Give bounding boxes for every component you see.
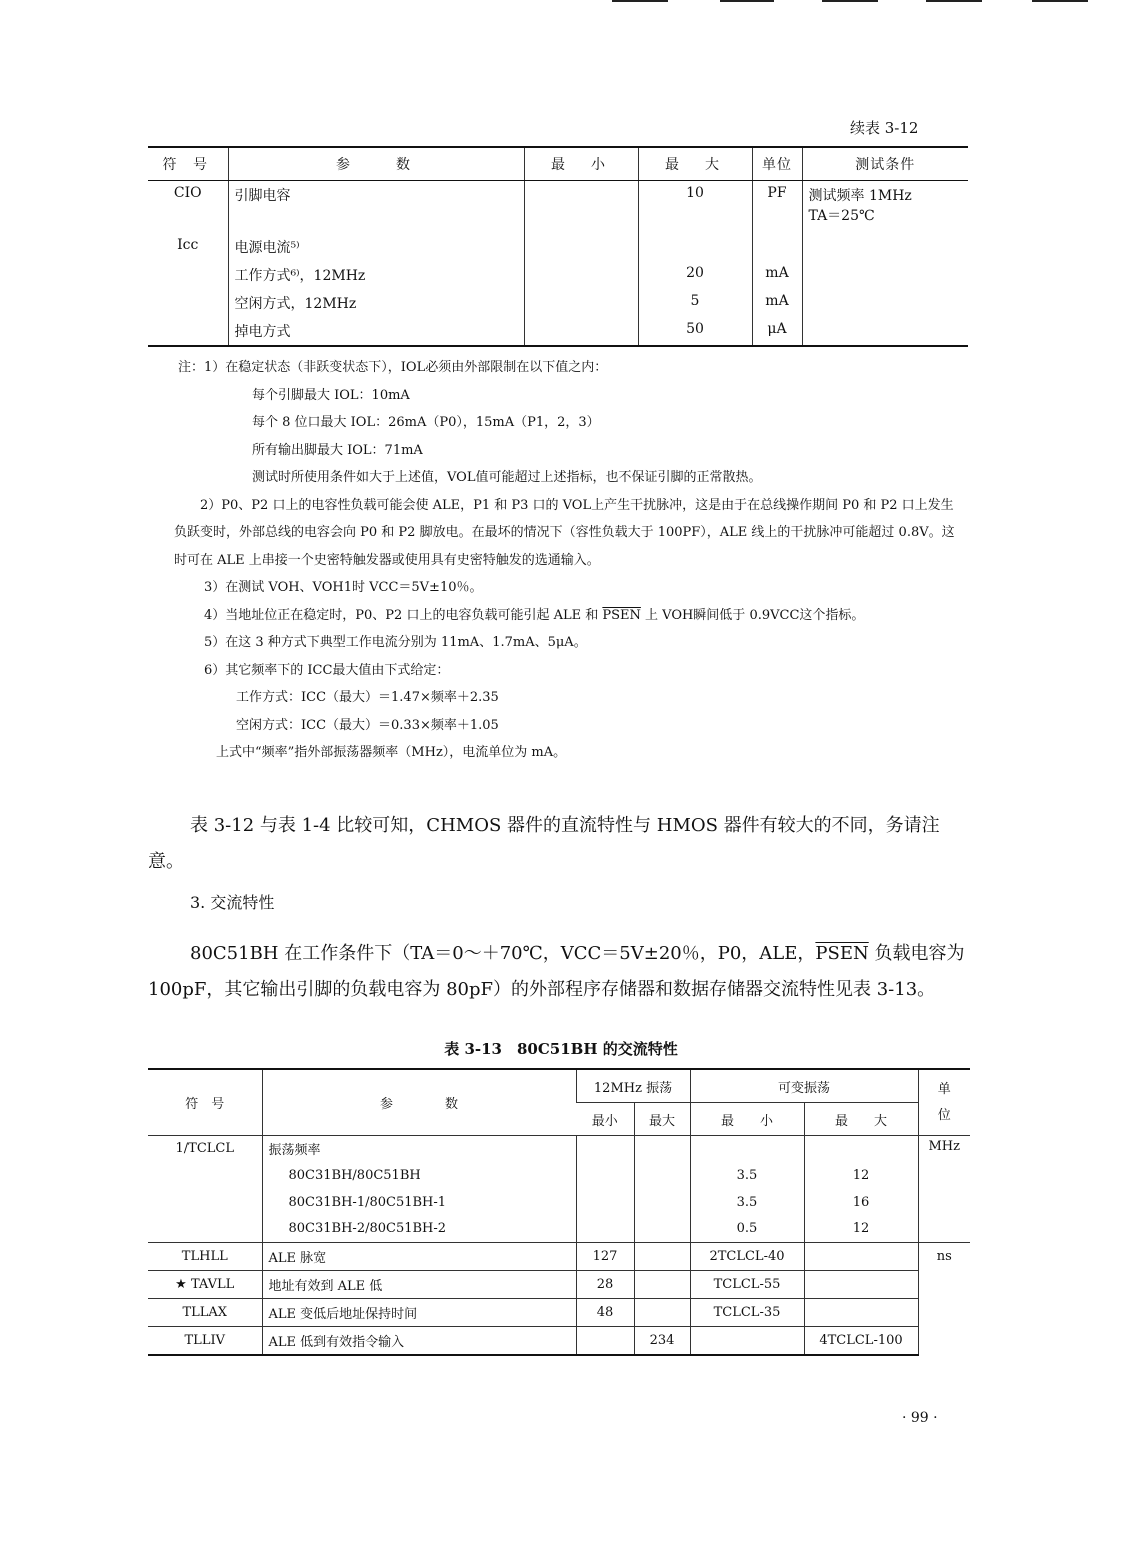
header-unit: 单位 [752, 147, 802, 181]
table-row: TLLIV ALE 低到有效指令输入 234 4TCLCL-100 [148, 1327, 970, 1355]
table-row: 掉电方式 50 μA [148, 317, 968, 346]
table-header-row: 最小 最大 最 小 最 大 [148, 1103, 970, 1136]
table-row: 空闲方式，12MHz 5 mA [148, 289, 968, 317]
paragraph: 表 3-12 与表 1-4 比较可知，CHMOS 器件的直流特性与 HMOS 器件有较大的不同，务请注意。 [148, 815, 940, 872]
table-row: 80C31BH/80C51BH 3.5 12 [148, 1162, 970, 1189]
top-rule [612, 0, 668, 2]
table-row: TLLAX ALE 变低后地址保持时间 48 TCLCL-35 [148, 1299, 970, 1327]
section-heading: 3. 交流特性 [190, 893, 275, 912]
table-row: 工作方式⁶⁾，12MHz 20 mA [148, 261, 968, 289]
table-continued-label: 续表 3-12 [850, 119, 919, 137]
table-header-row [148, 147, 968, 181]
table-row: 1/TCLCL 振荡频率 MHz [148, 1136, 970, 1162]
paragraph: 80C51BH 在工作条件下（TA＝0～＋70℃，VCC＝5V±20％，P0，ALE，PSEN 负载电容为 100pF，其它输出引脚的负载电容为 80pF）的外部程序存储器和数据存储器交流特性见表 3-13。 [148, 943, 965, 1000]
table-row: ★ TAVLL 地址有效到 ALE 低 28 TCLCL-55 [148, 1271, 970, 1299]
table-row: TLHLL ALE 脉宽 127 2TCLCL-40 ns [148, 1243, 970, 1271]
header-max: 最 大 [638, 147, 752, 181]
top-rule [1032, 0, 1088, 2]
table-header-row: 符 号 参 数 12MHz 振荡 可变振荡 单 位 [148, 1069, 970, 1103]
table-caption: 表 3-13 80C51BH 的交流特性 [444, 1040, 678, 1058]
dc-characteristics-table [148, 146, 968, 347]
top-rule [926, 0, 982, 2]
header-parameter: 参 数 [228, 147, 524, 181]
header-min: 最 小 [524, 147, 638, 181]
header-test-condition: 测试条件 [802, 147, 968, 181]
top-rule [720, 0, 774, 2]
ac-characteristics-table [148, 1068, 970, 1356]
table-notes: 注：1）在稳定状态（非跃变状态下），IOL必须由外部限制在以下值之内： 每个引脚最大 IOL：10mA 每个 8 位口最大 IOL：26mA（P0），15mA（P1，2，3） 所有输出脚最大 IOL：71mA 测试时所使用条件如大于上述值，VOL值可能超过上述指标，也不保证引脚的正常散热。 2）P0、P2 口上的电容性负载可能会使 ALE，P1 和 P3 口的 VOL上产生干扰脉冲，这是由于在总线操作期间 P0 和 P2 口上发生负跃变时，外部总线的电容会向 P0 和 P2 脚放电。在最坏的情况下（容性负载大于 100PF），ALE 线上的干扰脉冲可能超过 0.8V。这时可在 ALE 上串接一个史密特触发器或使用具有史密特触发的选通输入。 3）在测试 VOH、VOH1时 VCC＝5V±10％。 4）当地址位正在稳定时，P0、P2 口上的电容负载可能引起 ALE 和 PSEN 上 VOH瞬间低于 0.9VCC这个指标。 5）在这 3 种方式下典型工作电流分别为 11mA、1.7mA、5μA。 6）其它频率下的 ICC最大值由下式给定： 工作方式：ICC（最大）＝1.47×频率＋2.35 空闲方式：ICC（最大）＝0.33×频率＋1.05 上式中“频率”指外部振荡器频率（MHz），电流单位为 mA。 [174, 360, 955, 760]
table-row: 80C31BH-1/80C51BH-1 3.5 16 [148, 1189, 970, 1216]
table-row: 80C31BH-2/80C51BH-2 0.5 12 [148, 1216, 970, 1243]
table-row: Icc 电源电流⁵⁾ [148, 233, 968, 261]
page-number: · 99 · [902, 1410, 938, 1426]
top-rule [822, 0, 878, 2]
header-symbol: 符 号 [148, 147, 228, 181]
table-row: CIO 引脚电容 10 PF 测试频率 1MHz TA＝25℃ [148, 181, 968, 233]
